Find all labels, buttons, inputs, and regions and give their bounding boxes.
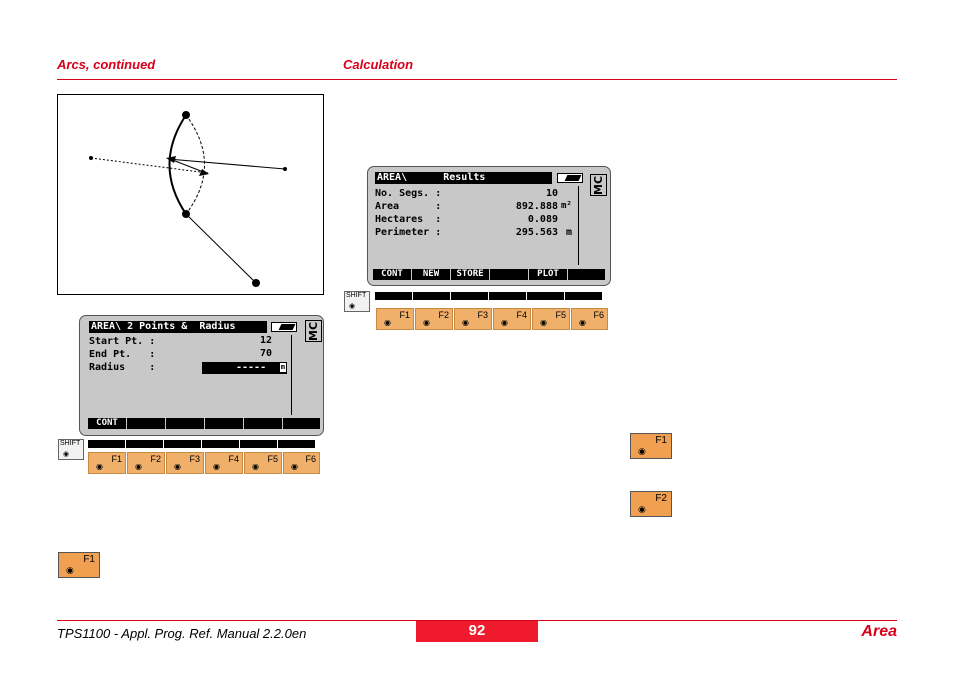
shift-key-label: SHIFT bbox=[346, 292, 367, 299]
device-screen-2points-radius bbox=[79, 315, 324, 436]
f1-key-reference[interactable] bbox=[630, 433, 672, 459]
function-key-row-1 bbox=[88, 452, 321, 474]
f3-key-label: F3 bbox=[477, 310, 488, 320]
field-label-start-pt: Start Pt. : bbox=[89, 336, 156, 347]
arc-diagram-svg bbox=[58, 95, 325, 296]
f4-key-label: F4 bbox=[516, 310, 527, 320]
shift-key-label: SHIFT bbox=[60, 440, 81, 447]
arc-dashed bbox=[186, 115, 205, 214]
device-screen-results bbox=[367, 166, 611, 286]
field-label-no-segs: No. Segs. : bbox=[375, 188, 442, 199]
arc-diagram bbox=[57, 94, 324, 295]
f1-key-reference-left[interactable] bbox=[58, 552, 100, 578]
key-dot-icon: ◉ bbox=[174, 462, 181, 471]
shift-cell bbox=[565, 292, 602, 300]
softkey-bar bbox=[373, 269, 606, 280]
f5-key[interactable] bbox=[532, 308, 570, 330]
key-dot-icon: ◉ bbox=[135, 462, 142, 471]
shift-cell bbox=[278, 440, 315, 448]
softkey-6[interactable] bbox=[568, 269, 605, 280]
key-dot-icon: ◉ bbox=[213, 462, 220, 471]
f2-key-label: F2 bbox=[438, 310, 449, 320]
key-dot-icon: ◉ bbox=[291, 462, 298, 471]
f1-key-label: F1 bbox=[83, 554, 95, 565]
radius-unit: m bbox=[280, 363, 285, 371]
f6-key[interactable] bbox=[571, 308, 608, 330]
field-value-perimeter: 295.563 bbox=[515, 227, 558, 238]
f5-key[interactable] bbox=[244, 452, 282, 474]
start-point bbox=[182, 111, 190, 119]
footer-manual-title: TPS1100 - Appl. Prog. Ref. Manual 2.2.0en bbox=[57, 626, 307, 641]
softkey-cont[interactable]: CONT bbox=[373, 269, 411, 280]
softkey-bar bbox=[88, 418, 321, 429]
key-dot-icon: ◉ bbox=[501, 318, 508, 327]
screen-divider bbox=[578, 186, 579, 265]
f3-key[interactable] bbox=[166, 452, 204, 474]
field-label-radius: Radius : bbox=[89, 362, 156, 373]
f4-key[interactable] bbox=[493, 308, 531, 330]
key-dot-icon: ◉ bbox=[462, 318, 469, 327]
section-header-right: Calculation bbox=[343, 57, 414, 72]
shift-cell bbox=[489, 292, 526, 300]
field-value-hectares: 0.089 bbox=[527, 214, 558, 225]
f2-key-label: F2 bbox=[150, 454, 161, 464]
shift-cell bbox=[88, 440, 125, 448]
header-rule bbox=[57, 79, 897, 80]
key-dot-icon: ◉ bbox=[96, 462, 103, 471]
shift-key-1[interactable] bbox=[58, 439, 84, 460]
f6-key[interactable] bbox=[283, 452, 320, 474]
battery-icon bbox=[557, 173, 583, 183]
shift-key-dot-icon: ◉ bbox=[349, 303, 356, 310]
key-dot-icon: ◉ bbox=[384, 318, 391, 327]
shift-cell bbox=[451, 292, 488, 300]
softkey-6[interactable] bbox=[283, 418, 320, 429]
shift-cell bbox=[413, 292, 450, 300]
page-number: 92 bbox=[416, 621, 538, 642]
softkey-store[interactable]: STORE bbox=[451, 269, 489, 280]
f2-key-reference[interactable] bbox=[630, 491, 672, 517]
softkey-plot[interactable]: PLOT bbox=[529, 269, 567, 280]
shift-cell bbox=[375, 292, 412, 300]
function-key-row-2 bbox=[376, 308, 609, 330]
field-value-end-pt[interactable]: 70 bbox=[259, 348, 272, 359]
f1-key-label: F1 bbox=[399, 310, 410, 320]
f1-key[interactable] bbox=[376, 308, 414, 330]
key-dot-icon: ◉ bbox=[252, 462, 259, 471]
field-label-perimeter: Perimeter : bbox=[375, 227, 442, 238]
f5-key-label: F5 bbox=[267, 454, 278, 464]
footer-section-name: Area bbox=[861, 623, 897, 640]
screen-title: AREA\ 2 Points & Radius bbox=[89, 321, 267, 333]
field-value-start-pt[interactable]: 12 bbox=[259, 335, 272, 346]
softkey-4[interactable] bbox=[490, 269, 528, 280]
mc-icon: MC bbox=[592, 175, 605, 195]
softkey-new[interactable]: NEW bbox=[412, 269, 450, 280]
shift-key-2[interactable] bbox=[344, 291, 370, 312]
f2-key[interactable] bbox=[415, 308, 453, 330]
softkey-cont[interactable]: CONT bbox=[88, 418, 126, 429]
shift-cell bbox=[202, 440, 239, 448]
screen-divider bbox=[291, 335, 292, 415]
f4-key-label: F4 bbox=[228, 454, 239, 464]
softkey-4[interactable] bbox=[205, 418, 243, 429]
f1-key-label: F1 bbox=[655, 435, 667, 446]
key-dot-icon: ◉ bbox=[540, 318, 547, 327]
field-unit-perimeter: m bbox=[566, 227, 573, 238]
segment-line bbox=[186, 214, 256, 283]
key-dot-icon: ◉ bbox=[423, 318, 430, 327]
left-point bbox=[89, 156, 93, 160]
radius-input-value: ----- bbox=[236, 362, 267, 373]
shift-cell bbox=[126, 440, 163, 448]
battery-icon bbox=[271, 322, 297, 332]
shift-indicator-row-2 bbox=[375, 292, 603, 300]
shift-cell bbox=[164, 440, 201, 448]
key-dot-icon: ◉ bbox=[638, 446, 646, 456]
f1-key[interactable] bbox=[88, 452, 126, 474]
field-unit-area: m² bbox=[561, 201, 572, 211]
shift-cell bbox=[527, 292, 564, 300]
field-value-no-segs: 10 bbox=[545, 188, 558, 199]
chord-line bbox=[168, 159, 285, 169]
f1-key-label: F1 bbox=[111, 454, 122, 464]
f6-key-label: F6 bbox=[305, 454, 316, 464]
field-label-end-pt: End Pt. : bbox=[89, 349, 156, 360]
f5-key-label: F5 bbox=[555, 310, 566, 320]
end-point bbox=[182, 210, 190, 218]
right-point bbox=[283, 167, 287, 171]
field-value-area: 892.888 bbox=[515, 201, 558, 212]
softkey-3[interactable] bbox=[166, 418, 204, 429]
dotted-line bbox=[91, 158, 208, 173]
shift-indicator-row-1 bbox=[88, 440, 316, 448]
shift-cell bbox=[240, 440, 277, 448]
field-label-hectares: Hectares : bbox=[375, 214, 442, 225]
f2-key[interactable] bbox=[127, 452, 165, 474]
f2-key-label: F2 bbox=[655, 493, 667, 504]
key-dot-icon: ◉ bbox=[579, 318, 586, 327]
softkey-2[interactable] bbox=[127, 418, 165, 429]
softkey-5[interactable] bbox=[244, 418, 282, 429]
f3-key-label: F3 bbox=[189, 454, 200, 464]
far-point bbox=[252, 279, 260, 287]
key-dot-icon: ◉ bbox=[638, 504, 646, 514]
mc-icon: MC bbox=[307, 321, 320, 341]
field-label-area: Area : bbox=[375, 201, 442, 212]
f3-key[interactable] bbox=[454, 308, 492, 330]
shift-key-dot-icon: ◉ bbox=[63, 451, 70, 458]
screen-title: AREA\ Results bbox=[375, 172, 552, 184]
key-dot-icon: ◉ bbox=[66, 565, 74, 575]
arrow-head-left bbox=[166, 156, 176, 163]
section-header-left: Arcs, continued bbox=[57, 57, 156, 72]
radius-input[interactable] bbox=[202, 362, 287, 374]
f6-key-label: F6 bbox=[593, 310, 604, 320]
f4-key[interactable] bbox=[205, 452, 243, 474]
